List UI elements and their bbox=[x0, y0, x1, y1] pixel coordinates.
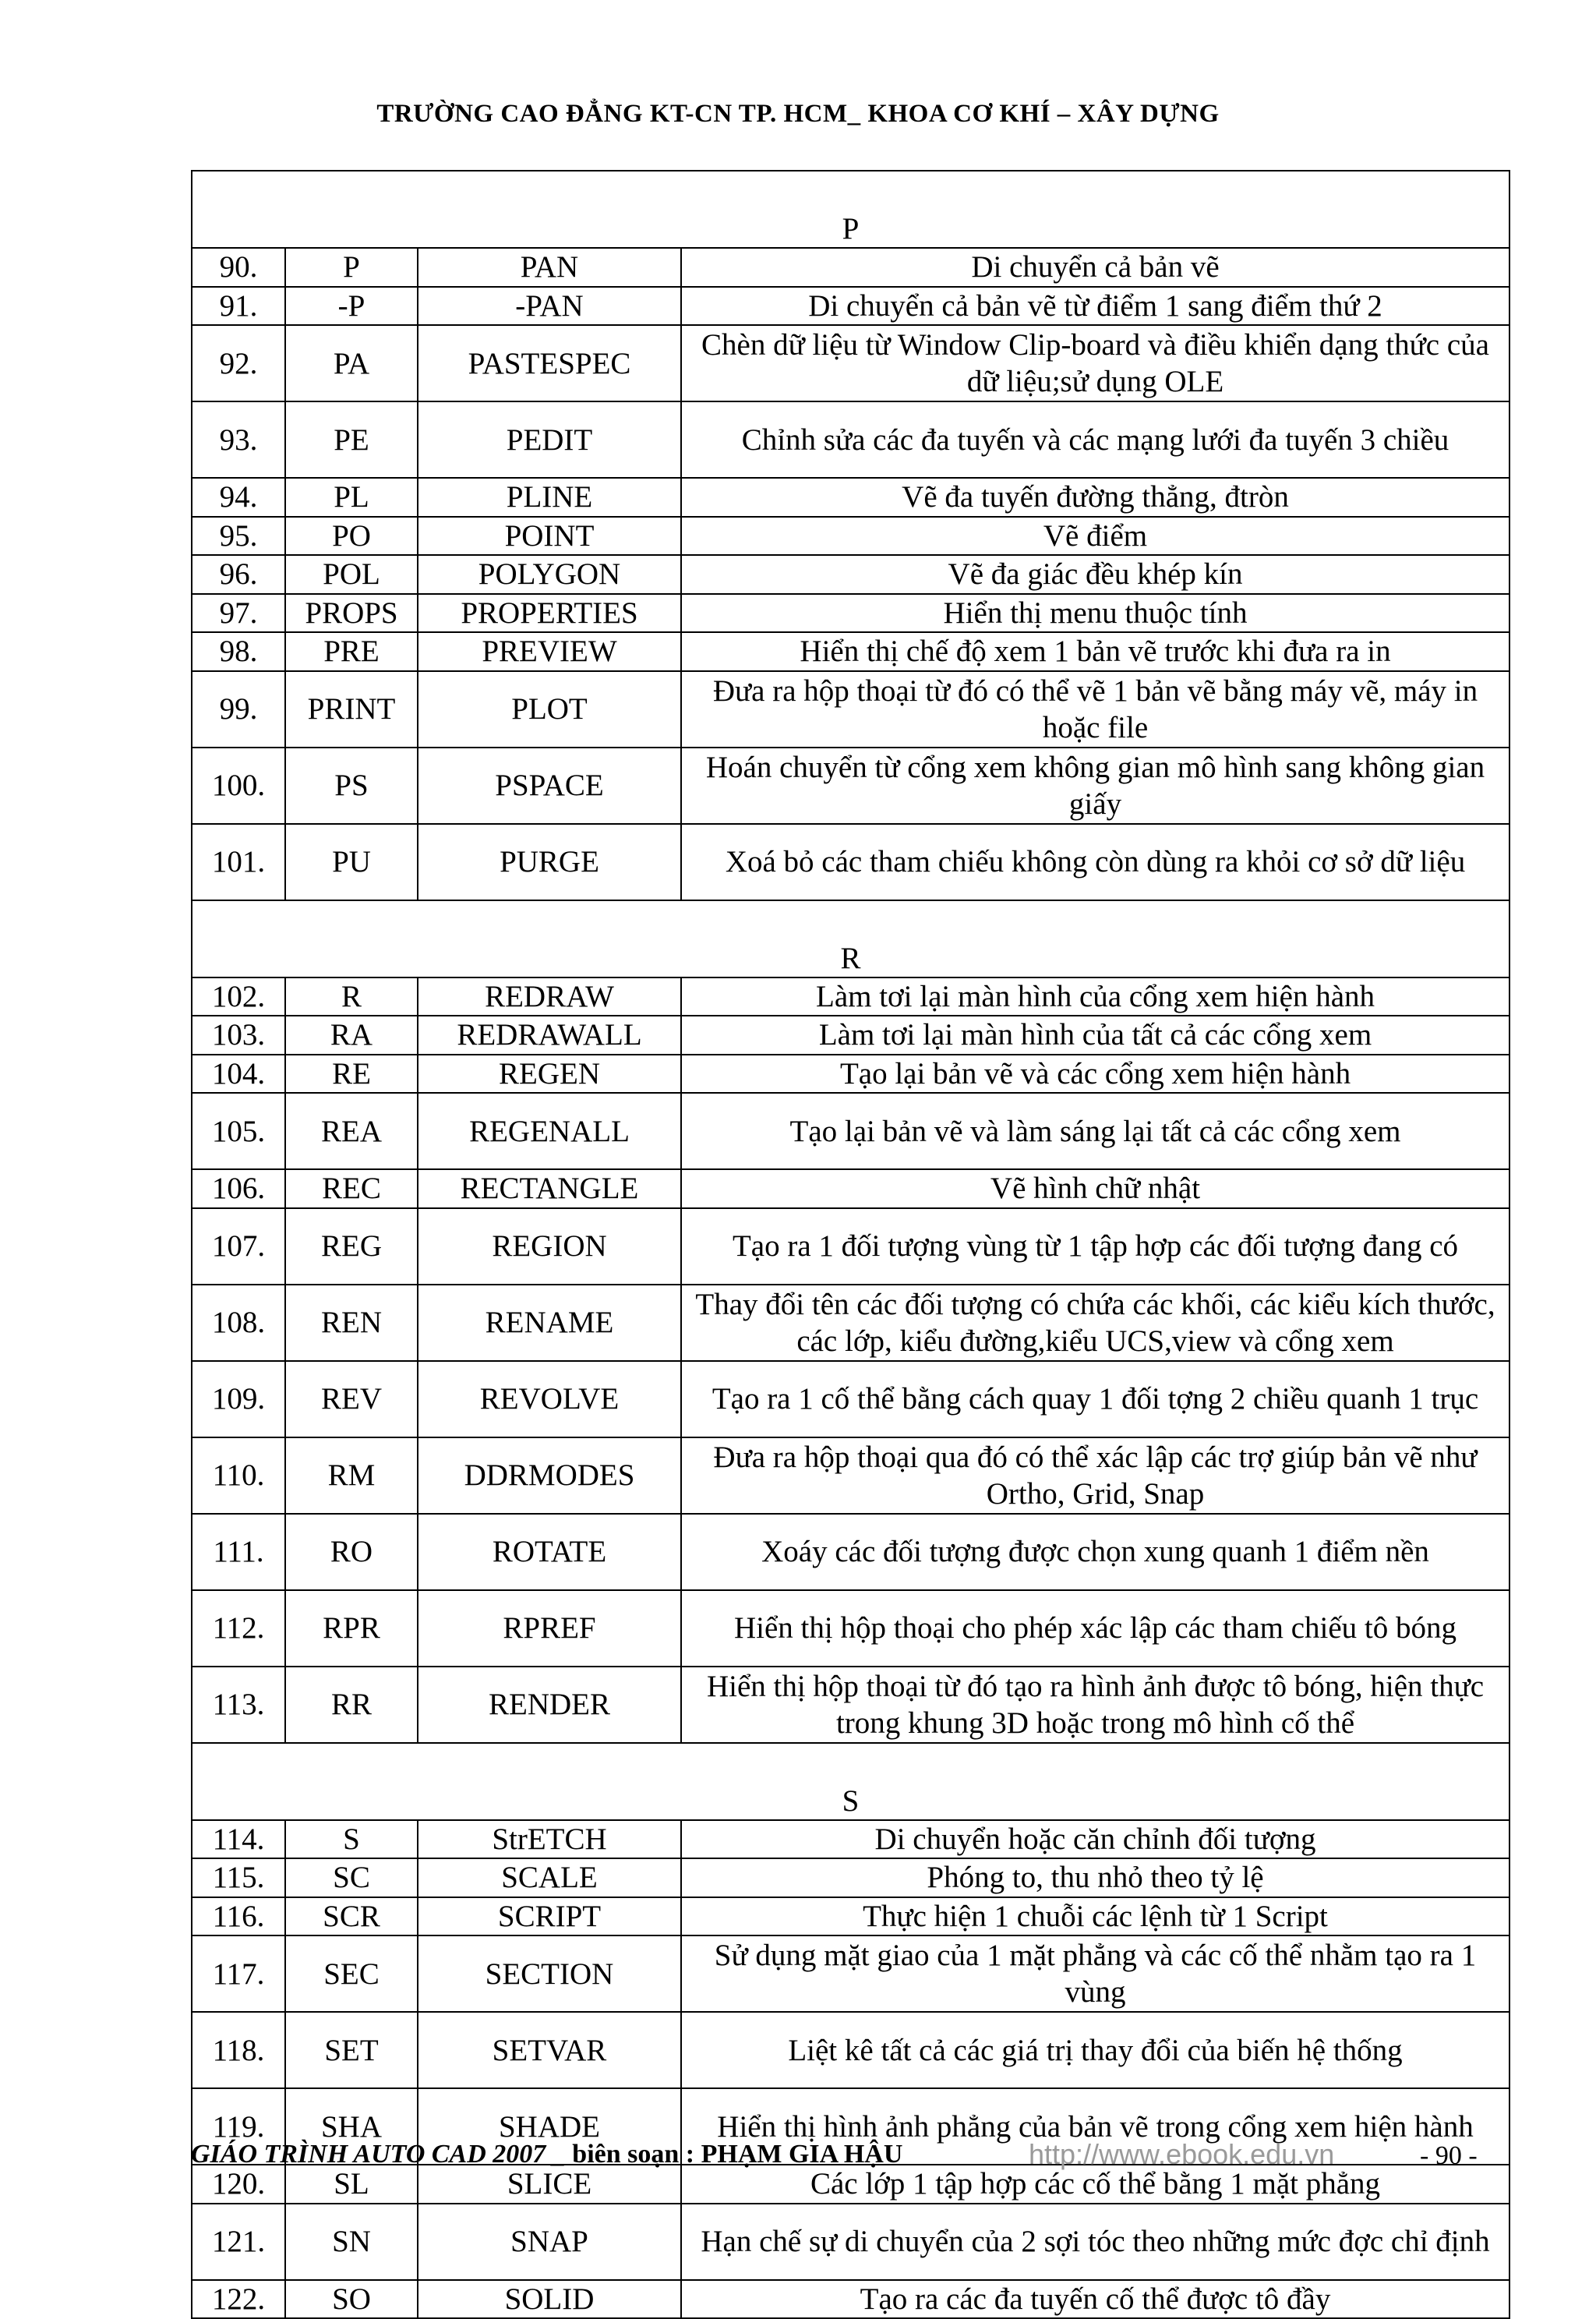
row-number: 120. bbox=[192, 2165, 285, 2204]
command-alias: REA bbox=[285, 1093, 418, 1169]
table-row bbox=[192, 824, 1509, 900]
command-alias: RM bbox=[285, 1437, 418, 1514]
command-description: Tạo ra các đa tuyến cố thể được tô đầy bbox=[681, 2280, 1509, 2319]
book-title: GIÁO TRÌNH AUTO CAD 2007 _ bbox=[191, 2140, 566, 2169]
command-description: Hiển thị hình ảnh phẳng của bản vẽ trong cổng xem hiện hành bbox=[681, 2088, 1509, 2165]
row-number: 109. bbox=[192, 1361, 285, 1437]
table-row bbox=[192, 977, 1509, 1016]
table-row bbox=[192, 555, 1509, 594]
command-alias: RR bbox=[285, 1667, 418, 1743]
command-name: PSPACE bbox=[418, 748, 681, 824]
command-name: SNAP bbox=[418, 2204, 681, 2280]
table-row bbox=[192, 1285, 1509, 1361]
command-alias: PS bbox=[285, 748, 418, 824]
row-number: 90. bbox=[192, 248, 285, 287]
command-name: PAN bbox=[418, 248, 681, 287]
command-alias: RA bbox=[285, 1016, 418, 1055]
table-row bbox=[192, 1667, 1509, 1743]
command-name: RECTANGLE bbox=[418, 1169, 681, 1208]
command-name: PLOT bbox=[418, 671, 681, 748]
book-author: biên soạn : PHẠM GIA HẬU bbox=[572, 2140, 903, 2169]
command-description: Di chuyển hoặc căn chỉnh đối tượng bbox=[681, 1820, 1509, 1859]
section-header-row bbox=[192, 1743, 1509, 1820]
row-number: 122. bbox=[192, 2280, 285, 2319]
row-number: 116. bbox=[192, 1897, 285, 1936]
command-alias: PA bbox=[285, 325, 418, 401]
table-row bbox=[192, 1858, 1509, 1897]
row-number: 97. bbox=[192, 594, 285, 633]
page-number: - 90 - bbox=[1420, 2141, 1478, 2170]
command-description: Hiển thị hộp thoại từ đó tạo ra hình ảnh được tô bóng, hiện thực trong khung 3D hoặc trong mô hình cố thể bbox=[681, 1667, 1509, 1743]
command-name: REGEN bbox=[418, 1055, 681, 1094]
command-name: -PAN bbox=[418, 287, 681, 326]
command-description: Di chuyển cả bản vẽ bbox=[681, 248, 1509, 287]
command-description: Thay đổi tên các đối tượng có chứa các khối, các kiểu kích thước, các lớp, kiểu đường,kiểu UCS,view và cổng xem bbox=[681, 1285, 1509, 1361]
row-number: 107. bbox=[192, 1208, 285, 1285]
row-number: 106. bbox=[192, 1169, 285, 1208]
row-number: 121. bbox=[192, 2204, 285, 2280]
command-name: REVOLVE bbox=[418, 1361, 681, 1437]
row-number: 98. bbox=[192, 632, 285, 671]
command-description: Chỉnh sửa các đa tuyến và các mạng lưới đa tuyến 3 chiều bbox=[681, 401, 1509, 478]
command-alias: SCR bbox=[285, 1897, 418, 1936]
section-header-row bbox=[192, 900, 1509, 977]
command-name: PURGE bbox=[418, 824, 681, 900]
table-row bbox=[192, 1437, 1509, 1514]
command-description: Vẽ đa giác đều khép kín bbox=[681, 555, 1509, 594]
table-row bbox=[192, 2012, 1509, 2088]
command-description: Vẽ hình chữ nhật bbox=[681, 1169, 1509, 1208]
command-name: REGION bbox=[418, 1208, 681, 1285]
command-description: Hiển thị chế độ xem 1 bản vẽ trước khi đưa ra in bbox=[681, 632, 1509, 671]
table-row bbox=[192, 1361, 1509, 1437]
footer-url[interactable]: http://www.ebook.edu.vn bbox=[1029, 2138, 1335, 2170]
command-alias: S bbox=[285, 1820, 418, 1859]
section-letter: S bbox=[192, 1743, 1509, 1820]
command-alias: PRE bbox=[285, 632, 418, 671]
table-row bbox=[192, 517, 1509, 556]
row-number: 110. bbox=[192, 1437, 285, 1514]
command-alias: REG bbox=[285, 1208, 418, 1285]
command-description: Tạo ra 1 đối tượng vùng từ 1 tập hợp các đối tượng đang có bbox=[681, 1208, 1509, 1285]
command-description: Hạn chế sự di chuyển của 2 sợi tóc theo những mức đợc chỉ định bbox=[681, 2204, 1509, 2280]
command-alias: R bbox=[285, 977, 418, 1016]
command-description: Chèn dữ liệu từ Window Clip-board và điều khiển dạng thức của dữ liệu;sử dụng OLE bbox=[681, 325, 1509, 401]
table-row bbox=[192, 1016, 1509, 1055]
row-number: 112. bbox=[192, 1590, 285, 1667]
command-description: Vẽ điểm bbox=[681, 517, 1509, 556]
command-alias: PO bbox=[285, 517, 418, 556]
command-name: SCALE bbox=[418, 1858, 681, 1897]
command-name: POLYGON bbox=[418, 555, 681, 594]
command-name: RENAME bbox=[418, 1285, 681, 1361]
row-number: 111. bbox=[192, 1514, 285, 1590]
command-description: Đưa ra hộp thoại qua đó có thể xác lập các trợ giúp bản vẽ như Ortho, Grid, Snap bbox=[681, 1437, 1509, 1514]
command-description: Làm tơi lại màn hình của cổng xem hiện hành bbox=[681, 977, 1509, 1016]
table-row bbox=[192, 2204, 1509, 2280]
row-number: 119. bbox=[192, 2088, 285, 2165]
command-description: Xoá bỏ các tham chiếu không còn dùng ra khỏi cơ sở dữ liệu bbox=[681, 824, 1509, 900]
command-name: REDRAW bbox=[418, 977, 681, 1016]
row-number: 102. bbox=[192, 977, 285, 1016]
command-name: SHADE bbox=[418, 2088, 681, 2165]
command-name: POINT bbox=[418, 517, 681, 556]
command-alias: PRINT bbox=[285, 671, 418, 748]
row-number: 100. bbox=[192, 748, 285, 824]
command-alias: RO bbox=[285, 1514, 418, 1590]
command-name: PLINE bbox=[418, 478, 681, 517]
command-name: SLICE bbox=[418, 2165, 681, 2204]
command-name: SETVAR bbox=[418, 2012, 681, 2088]
command-alias: SC bbox=[285, 1858, 418, 1897]
command-name: PROPERTIES bbox=[418, 594, 681, 633]
command-name: SOLID bbox=[418, 2280, 681, 2319]
row-number: 117. bbox=[192, 1935, 285, 2012]
row-number: 93. bbox=[192, 401, 285, 478]
table-row bbox=[192, 594, 1509, 633]
command-alias: SO bbox=[285, 2280, 418, 2319]
command-description: Tạo lại bản vẽ và làm sáng lại tất cả các cổng xem bbox=[681, 1093, 1509, 1169]
row-number: 113. bbox=[192, 1667, 285, 1743]
command-alias: PU bbox=[285, 824, 418, 900]
command-description: Di chuyển cả bản vẽ từ điểm 1 sang điểm thứ 2 bbox=[681, 287, 1509, 326]
row-number: 105. bbox=[192, 1093, 285, 1169]
command-name: SCRIPT bbox=[418, 1897, 681, 1936]
row-number: 115. bbox=[192, 1858, 285, 1897]
command-alias: SHA bbox=[285, 2088, 418, 2165]
command-alias: RE bbox=[285, 1055, 418, 1094]
command-description: Sử dụng mặt giao của 1 mặt phẳng và các cố thể nhằm tạo ra 1 vùng bbox=[681, 1935, 1509, 2012]
command-name: ROTATE bbox=[418, 1514, 681, 1590]
table-row bbox=[192, 1935, 1509, 2012]
page-header: TRƯỜNG CAO ĐẲNG KT-CN TP. HCM_ KHOA CƠ KHÍ – XÂY DỰNG bbox=[376, 100, 1220, 128]
table-row bbox=[192, 1169, 1509, 1208]
command-name: REDRAWALL bbox=[418, 1016, 681, 1055]
table-row bbox=[192, 1897, 1509, 1936]
table-row bbox=[192, 2280, 1509, 2319]
command-name: REGENALL bbox=[418, 1093, 681, 1169]
command-alias: SN bbox=[285, 2204, 418, 2280]
command-description: Tạo ra 1 cố thể bằng cách quay 1 đối tợng 2 chiều quanh 1 trục bbox=[681, 1361, 1509, 1437]
command-alias: RPR bbox=[285, 1590, 418, 1667]
command-name: StrETCH bbox=[418, 1820, 681, 1859]
table-row bbox=[192, 1514, 1509, 1590]
row-number: 94. bbox=[192, 478, 285, 517]
command-description: Vẽ đa tuyến đường thẳng, đtròn bbox=[681, 478, 1509, 517]
command-alias: REN bbox=[285, 1285, 418, 1361]
command-description: Liệt kê tất cả các giá trị thay đổi của biến hệ thống bbox=[681, 2012, 1509, 2088]
table-row bbox=[192, 748, 1509, 824]
row-number: 101. bbox=[192, 824, 285, 900]
command-alias: SL bbox=[285, 2165, 418, 2204]
row-number: 114. bbox=[192, 1820, 285, 1859]
command-name: RENDER bbox=[418, 1667, 681, 1743]
row-number: 91. bbox=[192, 287, 285, 326]
command-alias: REV bbox=[285, 1361, 418, 1437]
table-row bbox=[192, 1208, 1509, 1285]
command-alias: PE bbox=[285, 401, 418, 478]
table-row bbox=[192, 1820, 1509, 1859]
footer-book-title bbox=[191, 2140, 902, 2169]
table-row bbox=[192, 287, 1509, 326]
command-name: PREVIEW bbox=[418, 632, 681, 671]
row-number: 92. bbox=[192, 325, 285, 401]
command-alias: SEC bbox=[285, 1935, 418, 2012]
table-row bbox=[192, 632, 1509, 671]
command-alias: REC bbox=[285, 1169, 418, 1208]
command-description: Hiển thị menu thuộc tính bbox=[681, 594, 1509, 633]
command-description: Hiển thị hộp thoại cho phép xác lập các tham chiếu tô bóng bbox=[681, 1590, 1509, 1667]
command-alias: PROPS bbox=[285, 594, 418, 633]
row-number: 96. bbox=[192, 555, 285, 594]
table-row bbox=[192, 1055, 1509, 1094]
command-name: SECTION bbox=[418, 1935, 681, 2012]
command-alias: POL bbox=[285, 555, 418, 594]
row-number: 95. bbox=[192, 517, 285, 556]
command-description: Làm tơi lại màn hình của tất cả các cổng xem bbox=[681, 1016, 1509, 1055]
table-row bbox=[192, 401, 1509, 478]
command-alias: PL bbox=[285, 478, 418, 517]
command-description: Xoáy các đối tượng được chọn xung quanh 1 điểm nền bbox=[681, 1514, 1509, 1590]
table-row bbox=[192, 1093, 1509, 1169]
table-row bbox=[192, 478, 1509, 517]
command-alias: -P bbox=[285, 287, 418, 326]
table-row bbox=[192, 325, 1509, 401]
command-description: Tạo lại bản vẽ và các cổng xem hiện hành bbox=[681, 1055, 1509, 1094]
row-number: 103. bbox=[192, 1016, 285, 1055]
section-letter: R bbox=[192, 900, 1509, 977]
command-description: Đưa ra hộp thoại từ đó có thể vẽ 1 bản vẽ bằng máy vẽ, máy in hoặc file bbox=[681, 671, 1509, 748]
command-name: PEDIT bbox=[418, 401, 681, 478]
command-description: Các lớp 1 tập hợp các cố thể bằng 1 mặt phẳng bbox=[681, 2165, 1509, 2204]
command-name: DDRMODES bbox=[418, 1437, 681, 1514]
table-row bbox=[192, 1590, 1509, 1667]
command-description: Thực hiện 1 chuỗi các lệnh từ 1 Script bbox=[681, 1897, 1509, 1936]
command-table bbox=[191, 170, 1510, 2319]
table-row bbox=[192, 671, 1509, 748]
section-header-row bbox=[192, 171, 1509, 248]
command-alias: SET bbox=[285, 2012, 418, 2088]
command-alias: P bbox=[285, 248, 418, 287]
row-number: 108. bbox=[192, 1285, 285, 1361]
table-row bbox=[192, 248, 1509, 287]
row-number: 99. bbox=[192, 671, 285, 748]
command-name: RPREF bbox=[418, 1590, 681, 1667]
row-number: 104. bbox=[192, 1055, 285, 1094]
command-name: PASTESPEC bbox=[418, 325, 681, 401]
section-letter: P bbox=[192, 171, 1509, 248]
command-description: Phóng to, thu nhỏ theo tỷ lệ bbox=[681, 1858, 1509, 1897]
row-number: 118. bbox=[192, 2012, 285, 2088]
command-description: Hoán chuyển từ cổng xem không gian mô hình sang không gian giấy bbox=[681, 748, 1509, 824]
